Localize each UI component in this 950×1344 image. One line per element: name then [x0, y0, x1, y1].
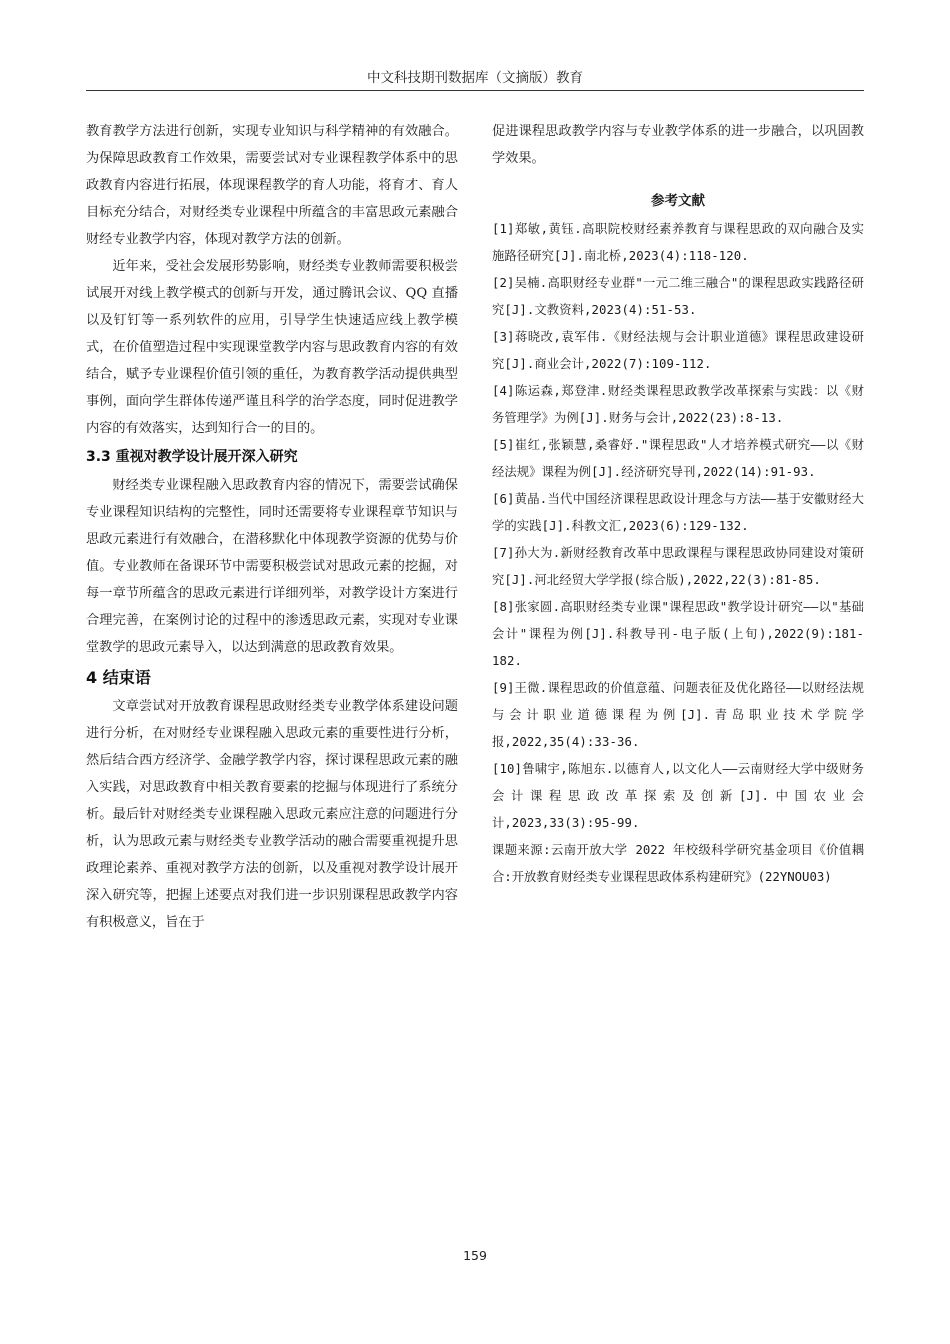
- journal-header: 中文科技期刊数据库（文摘版）教育: [367, 70, 583, 86]
- reference-item: [3]蒋晓改,袁军伟.《财经法规与会计职业道德》课程思政建设研究[J].商业会计,2022(7):109-112.: [492, 330, 864, 371]
- reference-item: [1]郑敏,黄钰.高职院校财经素养教育与课程思政的双向融合及实施路径研究[J].南北桥,2023(4):118-120.: [492, 222, 864, 263]
- reference-item: [7]孙大为.新财经教育改革中思政课程与课程思政协同建设对策研究[J].河北经贸大学学报(综合版),2022,22(3):81-85.: [492, 546, 864, 587]
- section-heading-3-3: 3.3 重视对教学设计展开深入研究: [86, 449, 298, 465]
- reference-item: [9]王微.课程思政的价值意蕴、问题表征及优化路径——以财经法规与会计职业道德课程为例[J].青岛职业技术学院学报,2022,35(4):33-36.: [492, 681, 864, 749]
- funding-note: 课题来源:云南开放大学 2022 年校级科学研究基金项目《价值耦合:开放教育财经类专业课程思政体系构建研究》(22YNOU03): [492, 843, 864, 884]
- body-paragraph: 促进课程思政教学内容与专业教学体系的进一步融合，以巩固教学效果。: [492, 124, 864, 166]
- reference-item: [5]崔红,张颖慧,桑睿妤."课程思政"人才培养模式研究——以《财经法规》课程为例[J].经济研究导刊,2022(14):91-93.: [492, 438, 864, 479]
- right-column: [492, 118, 864, 891]
- page-number: 159: [463, 1248, 487, 1263]
- references-title: 参考文献: [651, 193, 705, 209]
- reference-list: [492, 216, 864, 837]
- body-paragraph: 财经类专业课程融入思政教育内容的情况下，需要尝试确保专业课程知识结构的完整性，同时还需要将专业课程章节知识与思政元素进行有效融合，在潜移默化中体现教学资源的优势与价值。专业教师在备课环节中需要积极尝试对思政元素的挖掘，对每一章节所蕴含的思政元素进行详细列举，对教学设计方案进行合理完善，在案例讨论的过程中的渗透思政元素，实现对专业课堂教学的思政元素导入，以达到满意的思政教育效果。: [86, 478, 458, 655]
- header-divider: [86, 90, 864, 91]
- reference-item: [10]鲁啸宇,陈旭东.以德育人,以文化人——云南财经大学中级财务会计课程思政改革探索及创新[J].中国农业会计,2023,33(3):95-99.: [492, 762, 864, 830]
- left-column: [86, 118, 458, 936]
- body-paragraph: 教育教学方法进行创新，实现专业知识与科学精神的有效融合。为保障思政教育工作效果，需要尝试对专业课程教学体系中的思政教育内容进行拓展，体现课程教学的育人功能，将育才、育人目标充分结合，对财经类专业课程中所蕴含的丰富思政元素融合财经专业教学内容，体现对教学方法的创新。: [86, 124, 458, 247]
- reference-item: [8]张家圆.高职财经类专业课"课程思政"教学设计研究——以"基础会计"课程为例[J].科教导刊-电子版(上旬),2022(9):181-182.: [492, 600, 864, 668]
- reference-item: [6]黄晶.当代中国经济课程思政设计理念与方法——基于安徽财经大学的实践[J].科教文汇,2023(6):129-132.: [492, 492, 864, 533]
- reference-item: [4]陈运森,郑登津.财经类课程思政教学改革探索与实践：以《财务管理学》为例[J].财务与会计,2022(23):8-13.: [492, 384, 864, 425]
- reference-item: [2]吴楠.高职财经专业群"一元二维三融合"的课程思政实践路径研究[J].文教资料,2023(4):51-53.: [492, 276, 864, 317]
- body-paragraph: 文章尝试对开放教育课程思政财经类专业教学体系建设问题进行分析，在对财经专业课程融入思政元素的重要性进行分析，然后结合西方经济学、金融学教学内容，探讨课程思政元素的融入实践，对思政教育中相关教育要素的挖掘与体现进行了系统分析。最后针对财经类专业课程融入思政元素应注意的问题进行分析，认为思政元素与财经类专业教学活动的融合需要重视提升思政理论素养、重视对教学方法的创新，以及重视对教学设计展开深入研究等，把握上述要点对我们进一步识别课程思政教学内容有积极意义，旨在于: [86, 699, 458, 930]
- body-paragraph: 近年来，受社会发展形势影响，财经类专业教师需要积极尝试展开对线上教学模式的创新与开发，通过腾讯会议、QQ 直播以及钉钉等一系列软件的应用，引导学生快速适应线上教学模式，在价值塑造过程中实现课堂教学内容与思政教育内容的有效结合，赋予专业课程价值引领的重任，为教育教学活动提供典型事例，面向学生群体传递严谨且科学的治学态度，同时促进教学内容的有效落实，达到知行合一的目的。: [86, 259, 458, 436]
- section-heading-conclusion: 4 结束语: [86, 668, 151, 687]
